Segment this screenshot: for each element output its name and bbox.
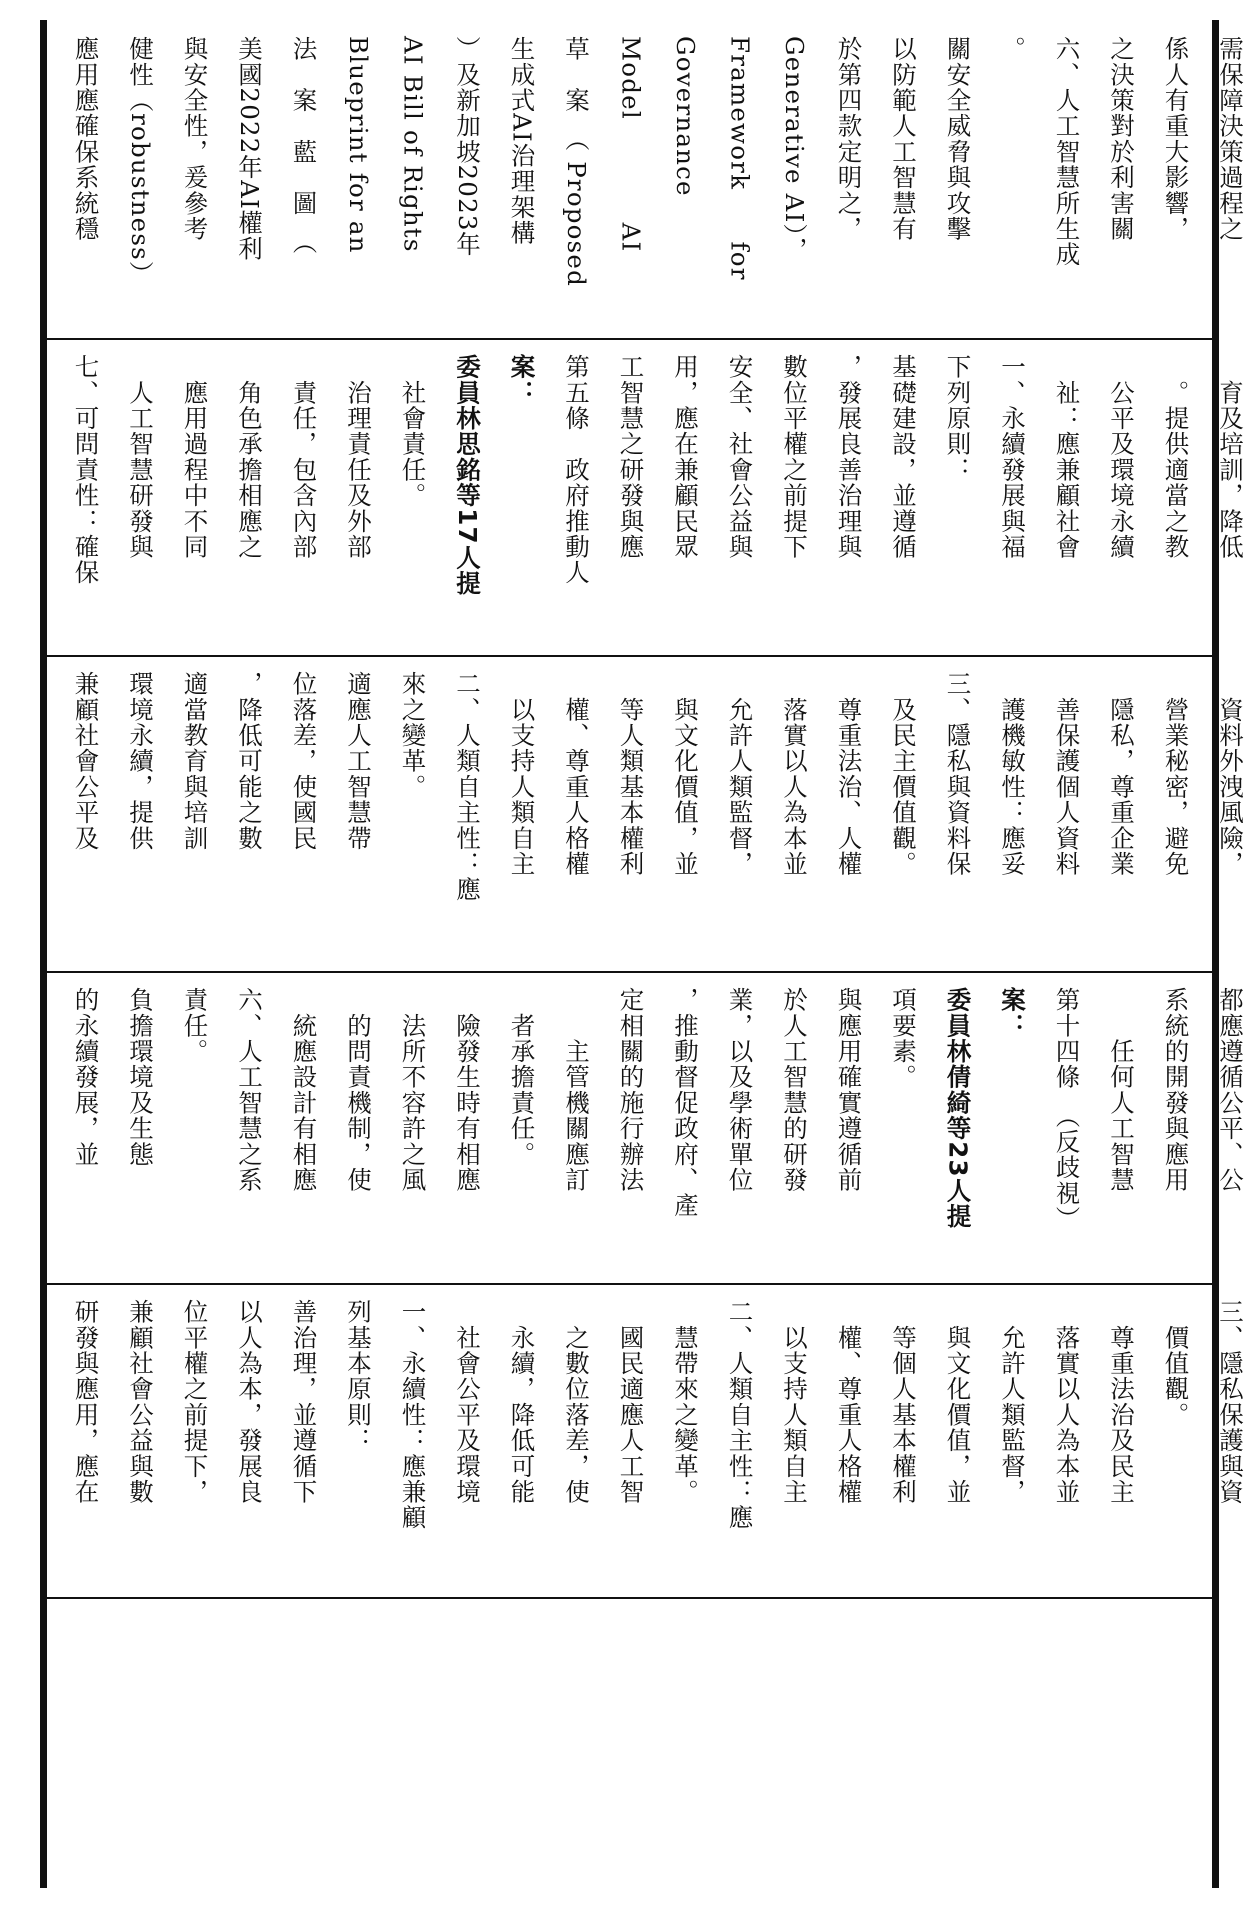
text-line: 者承擔責任。: [507, 987, 537, 1167]
text-line: ，發展良善治理與: [834, 354, 864, 560]
text-line: 二、人類自主性：應: [453, 671, 482, 903]
page-border-right: [1212, 20, 1219, 1888]
panel-1-text: [58, 36, 1257, 287]
text-line: 環境永續，提供: [126, 671, 155, 851]
text-line: 應用過程中不同: [180, 354, 210, 560]
proposal-heading: 案：: [998, 987, 1027, 1039]
text-line: 負擔環境及生態: [126, 987, 155, 1167]
proposal-heading: 委員林思銘等17人提: [453, 354, 482, 597]
text-line: Framework for: [725, 36, 755, 281]
text-line: 以人為本，發展良: [235, 1299, 264, 1505]
text-line: 權、尊重人格權: [562, 671, 591, 877]
text-line: AI Bill of Rights: [398, 36, 428, 253]
text-line: 落實以人為本並: [1052, 1299, 1082, 1505]
panel-1: [50, 22, 1245, 338]
text-line: 的永續發展，並: [71, 987, 101, 1167]
text-line: Generative AI），: [780, 36, 809, 263]
text-line: 定相關的施行辦法: [616, 987, 646, 1193]
text-line: 社會責任。: [398, 354, 428, 509]
panel-2: [50, 340, 1245, 655]
text-line: Governance: [671, 36, 700, 197]
text-line: 價值觀。: [1161, 1299, 1191, 1428]
text-line: 與應用確實遵循前: [834, 987, 864, 1193]
text-line: 健性（robustness）: [126, 36, 155, 287]
text-line: 允許人類監督，: [998, 1299, 1027, 1505]
panel-4-text: [58, 987, 1257, 1232]
text-line: 慧帶來之變革。: [671, 1299, 700, 1505]
panel-3-text: [58, 671, 1257, 902]
text-line: 六、人工智慧所生成: [1052, 36, 1082, 268]
text-line: 於人工智慧的研發: [780, 987, 809, 1193]
text-line: 險發生時有相應: [453, 987, 482, 1193]
text-line: 法 案 藍 圖 （: [289, 36, 319, 256]
text-line: 等人類基本權利: [616, 671, 646, 877]
text-line: 用，應在兼顧民眾: [671, 354, 700, 560]
text-line: 需保障決策過程之: [1216, 36, 1245, 242]
text-line: 安全、社會公益與: [725, 354, 755, 560]
row-divider: [40, 1597, 1218, 1599]
text-line: 一、永續性：應兼顧: [398, 1299, 428, 1531]
text-line: 善保護個人資料: [1052, 671, 1082, 877]
panel-5-text: [58, 1299, 1257, 1530]
text-line: 以防範人工智慧有: [889, 36, 918, 242]
text-line: 系統的開發與應用: [1161, 987, 1191, 1193]
text-line: 治理責任及外部: [344, 354, 373, 560]
text-line: 隱私，尊重企業: [1107, 671, 1136, 877]
text-line: 第十四條 （反歧視）: [1052, 987, 1082, 1232]
text-line: 基礎建設，並遵循: [889, 354, 918, 560]
page-border-left: [40, 20, 47, 1888]
text-line: 任何人工智慧: [1107, 987, 1136, 1193]
text-line: 研發與應用，應在: [71, 1299, 101, 1505]
text-line: 之決策對於利害關: [1107, 36, 1136, 242]
text-line: 公平及環境永續: [1107, 354, 1136, 560]
text-line: 的問責機制，使: [344, 987, 373, 1193]
text-line: 永續，降低可能: [507, 1299, 537, 1505]
text-line: 關安全威脅與攻擊: [943, 36, 973, 242]
text-line: 等個人基本權利: [889, 1299, 918, 1505]
text-line: 美國2022年AI權利: [235, 36, 264, 262]
text-line: 尊重法治及民主: [1107, 1299, 1136, 1505]
text-line: 二、人類自主性：應: [725, 1299, 755, 1531]
text-line: ，降低可能之數: [235, 671, 264, 851]
text-line: 人工智慧研發與: [126, 354, 155, 560]
text-line: 社會公平及環境: [453, 1299, 482, 1505]
text-line: 之數位落差，使: [562, 1299, 591, 1505]
text-line: 位平權之前提下，: [180, 1299, 210, 1505]
text-line: 列基本原則：: [344, 1299, 373, 1454]
text-line: 與文化價值，並: [671, 671, 700, 877]
text-line: 主管機關應訂: [562, 987, 591, 1193]
text-line: 祉：應兼顧社會: [1052, 354, 1082, 560]
text-line: 草 案 （ Proposed: [562, 36, 591, 287]
text-line: 適當教育與培訓: [180, 671, 210, 851]
text-line: 統應設計有相應: [289, 987, 319, 1193]
text-line: 工智慧之研發與應: [616, 354, 646, 560]
text-line: 善治理，並遵循下: [289, 1299, 319, 1505]
text-line: Model AI: [616, 36, 646, 253]
text-line: 第五條 政府推動人: [562, 354, 591, 586]
text-line: 。: [998, 36, 1027, 62]
text-line: 生成式AI治理架構: [507, 36, 537, 246]
text-line: 及民主價值觀。: [889, 671, 918, 877]
text-line: ，推動督促政府、產: [671, 987, 700, 1219]
text-line: 尊重法治、人權: [834, 671, 864, 877]
text-line: 位落差，使國民: [289, 671, 319, 851]
text-line: 於第四款定明之，: [834, 36, 864, 242]
text-line: 。提供適當之教: [1161, 354, 1191, 560]
text-line: Blueprint for an: [344, 36, 373, 254]
proposal-heading: 委員林倩綺等23人提: [943, 987, 973, 1230]
text-line: 適應人工智慧帶: [344, 671, 373, 851]
panel-5: [50, 1285, 1245, 1597]
text-line: 責任。: [180, 987, 210, 1065]
text-line: 資料外洩風險，: [1216, 671, 1245, 877]
panel-2-text: [58, 354, 1257, 596]
text-line: 以支持人類自主: [507, 671, 537, 877]
text-line: 數位平權之前提下: [780, 354, 809, 560]
text-line: 兼顧社會公益與數: [126, 1299, 155, 1505]
text-line: 與文化價值，並: [943, 1299, 973, 1505]
text-line: 來之變革。: [398, 671, 428, 800]
proposal-heading: 案：: [507, 354, 537, 406]
text-line: 應用應確保系統穩: [71, 36, 101, 242]
text-line: 營業秘密，避免: [1161, 671, 1191, 877]
text-line: 法所不容許之風: [398, 987, 428, 1193]
panel-3: [50, 657, 1245, 971]
text-line: 都應遵循公平、公: [1216, 987, 1245, 1193]
text-line: 七、可問責性：確保: [71, 354, 101, 586]
text-line: 兼顧社會公平及: [71, 671, 101, 851]
text-line: 係人有重大影響，: [1161, 36, 1191, 242]
text-line: 六、人工智慧之系: [235, 987, 264, 1193]
text-line: 三、隱私與資料保: [943, 671, 973, 877]
text-line: 責任，包含內部: [289, 354, 319, 560]
text-line: 落實以人為本並: [780, 671, 809, 877]
text-line: 護機敏性：應妥: [998, 671, 1027, 877]
text-line: 一、永續發展與福: [998, 354, 1027, 560]
text-line: 業，以及學術單位: [725, 987, 755, 1193]
text-line: 角色承擔相應之: [235, 354, 264, 560]
text-line: 下列原則：: [943, 354, 973, 483]
panel-4: [50, 973, 1245, 1283]
text-line: ）及新加坡2023年: [453, 36, 482, 258]
text-line: 育及培訓，降低: [1216, 354, 1245, 560]
text-line: 國民適應人工智: [616, 1299, 646, 1505]
text-line: 與安全性，爰參考: [180, 36, 210, 242]
text-line: 項要素。: [889, 987, 918, 1090]
text-line: 三、隱私保護與資: [1216, 1299, 1245, 1505]
text-line: 以支持人類自主: [780, 1299, 809, 1505]
text-line: 權、尊重人格權: [834, 1299, 864, 1505]
text-line: 允許人類監督，: [725, 671, 755, 877]
